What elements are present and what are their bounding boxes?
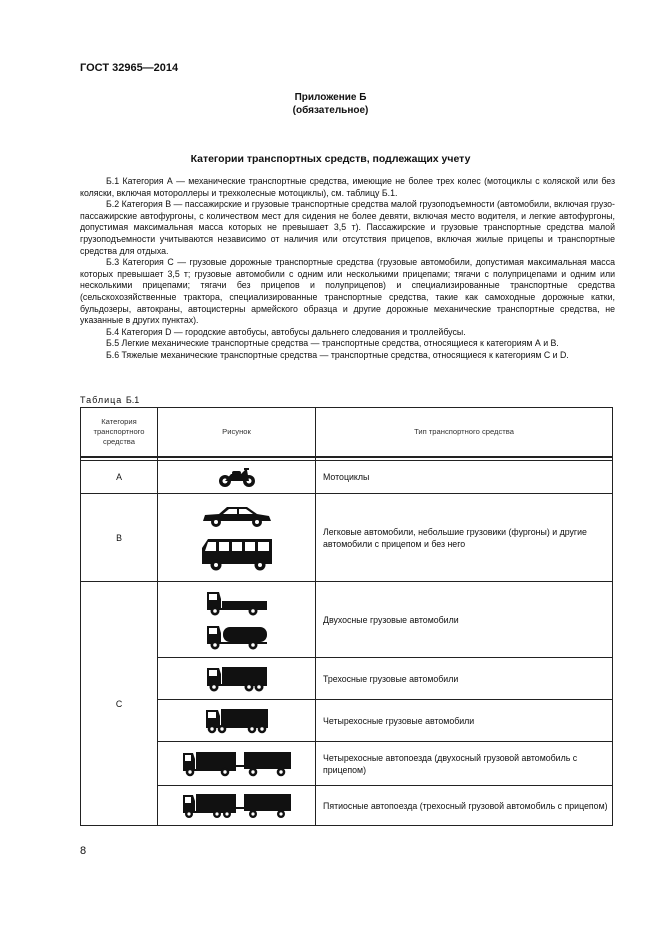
picture-cell bbox=[158, 494, 316, 582]
type-cell: Трехосные грузовые автомобили bbox=[316, 658, 613, 700]
paragraph-b4: Б.4 Категория D — городские автобусы, автобусы дальнего следования и троллейбусы. bbox=[106, 326, 466, 337]
picture-cell bbox=[158, 461, 316, 494]
sedan-car-icon bbox=[201, 504, 273, 528]
document-header: ГОСТ 32965—2014 bbox=[80, 62, 179, 74]
category-cell: В bbox=[81, 494, 158, 582]
picture-cell bbox=[158, 658, 316, 700]
header-type: Тип транспортного средства bbox=[316, 408, 613, 458]
page-number: 8 bbox=[80, 845, 87, 857]
table-row-a bbox=[81, 461, 613, 494]
annex-title: Приложение Б bbox=[294, 92, 367, 103]
header-picture: Рисунок bbox=[158, 408, 316, 458]
picture-cell bbox=[158, 700, 316, 742]
paragraph-b2: Б.2 Категория В — пассажирские и грузовые транспортные средства малой грузоподъемности (автомобили, включая грузо-пассажирские автофургоны, с количеством мест для сидения не более девяти, включая место водителя, и легкие автофургоны, допустимая максимальная масса которых не превышает 3,5 т). Пассажирские и грузовые транспортные средства малой грузоподъемности учитываются независимо от наличия или отсутствия прицепов, включая жилые прицепы и транспортные средства для отдыха. bbox=[80, 199, 615, 256]
paragraph-b6: Б.6 Тяжелые механические транспортные средства — транспортные средства, относящиеся к категориям С и D. bbox=[106, 349, 569, 360]
table-caption-word: Таблица bbox=[80, 395, 123, 405]
type-cell: Четырехосные автопоезда (двухосный грузовой автомобиль с прицепом) bbox=[316, 742, 613, 786]
table-row-c3 bbox=[81, 700, 613, 742]
type-cell: Легковые автомобили, небольшие грузовики (фургоны) и другие автомобили с прицепом и без него bbox=[316, 494, 613, 582]
vehicle-category-table bbox=[80, 407, 613, 826]
picture-cell bbox=[158, 742, 316, 786]
picture-cell bbox=[158, 582, 316, 658]
picture-cell bbox=[158, 786, 316, 826]
truck-icon bbox=[205, 589, 269, 617]
category-cell: А bbox=[81, 461, 158, 494]
motorcycle-icon bbox=[217, 466, 257, 488]
paragraph-b5: Б.5 Легкие механические транспортные средства — транспортные средства, относящиеся к категориям А и В. bbox=[106, 338, 559, 349]
table-row-c2 bbox=[81, 658, 613, 700]
road-train-icon bbox=[181, 749, 293, 779]
category-cell: С bbox=[81, 582, 158, 826]
section-title: Категории транспортных средств, подлежащих учету bbox=[190, 153, 471, 165]
table-row-c5 bbox=[81, 786, 613, 826]
table-row-c4 bbox=[81, 742, 613, 786]
paragraph-b3: Б.3 Категория С — грузовые дорожные транспортные средства (грузовые автомобили, допустимая максимальная масса которых превышает 3,5 т; грузовые автомобили с одним или несколькими прицепами; тягачи с полуприцепами и одним или несколькими прицепами; тягачи без прицепов и полуприцепов) и специализированные транспортные средства (сельскохозяйственные трактора, специализированные транспортные средства, такие как самоходные дорожные катки, бульдозеры, автокраны, автоцистерны армейского образца и другие дорожные механические транспортные средства, не указанные в других пунктах). bbox=[80, 257, 615, 326]
minibus-icon bbox=[198, 536, 276, 572]
table-row-b bbox=[81, 494, 613, 582]
type-cell: Пятиосные автопоезда (трехосный грузовой автомобиль с прицепом) bbox=[316, 786, 613, 826]
table-row-c1 bbox=[81, 582, 613, 658]
table-caption-number: Б.1 bbox=[125, 395, 140, 405]
type-cell: Четырехосные грузовые автомобили bbox=[316, 700, 613, 742]
type-cell: Мотоциклы bbox=[316, 461, 613, 494]
tanker-truck-icon bbox=[205, 623, 269, 651]
table-caption bbox=[80, 395, 139, 405]
type-cell: Двухосные грузовые автомобили bbox=[316, 582, 613, 658]
body-text bbox=[80, 176, 615, 362]
paragraph-b1: Б.1 Категория А — механические транспортные средства, имеющие не более трех колес (мотоциклы с коляской или без коляски, включая мотороллеры и трехколесные мотоциклы), см. таблицу Б.1. bbox=[80, 176, 615, 198]
header-category: Категория транспортного средства bbox=[81, 408, 158, 458]
truck-icon bbox=[204, 706, 270, 736]
annex-status: (обязательное) bbox=[292, 105, 369, 116]
road-train-icon bbox=[181, 791, 293, 821]
table-header-row bbox=[81, 408, 613, 458]
truck-icon bbox=[205, 664, 269, 694]
